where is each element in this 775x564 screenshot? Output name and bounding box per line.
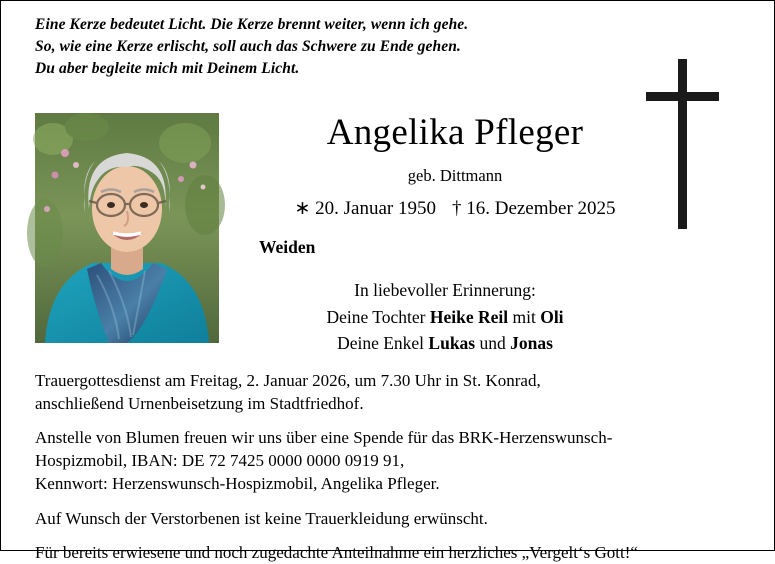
memorial-intro: In liebevoller Erinnerung: bbox=[354, 280, 536, 300]
donation-line-1: Anstelle von Blumen freuen wir uns über eine Spende für das BRK-Herzenswunsch- bbox=[35, 428, 613, 448]
dress-note-paragraph bbox=[35, 507, 745, 530]
memorial-grandchildren-line bbox=[235, 330, 655, 357]
memorial-verse bbox=[35, 14, 595, 80]
place-name: Weiden bbox=[259, 237, 316, 257]
grandchildren-prefix: Deine Enkel bbox=[337, 333, 429, 354]
service-line-2: anschließend Urnenbeisetzung im Stadtfriedhof. bbox=[35, 394, 364, 414]
daughter-name: Heike Reil bbox=[429, 306, 509, 327]
birth-date: ∗ 20. Januar 1950 bbox=[294, 198, 436, 219]
grandchild-name-2: Jonas bbox=[510, 333, 553, 354]
daughter-prefix: Deine Tochter bbox=[326, 306, 430, 327]
daughter-partner-name: Oli bbox=[540, 306, 564, 327]
verse-line-2: So, wie eine Kerze erlischt, soll auch das Schwere zu Ende gehen. bbox=[35, 38, 461, 55]
donation-line-3: Kennwort: Herzenswunsch-Hospizmobil, Angelika Pfleger. bbox=[35, 474, 440, 494]
verse-line-3: Du aber begleite mich mit Deinem Licht. bbox=[35, 60, 300, 77]
service-paragraph bbox=[35, 369, 745, 415]
dress-note: Auf Wunsch der Verstorbenen ist keine Trauerkleidung erwünscht. bbox=[35, 508, 488, 528]
memorial-daughter-line bbox=[235, 304, 655, 331]
life-dates bbox=[235, 197, 675, 220]
cross-horizontal-bar bbox=[646, 92, 719, 101]
donation-paragraph bbox=[35, 426, 745, 495]
death-date: † 16. Dezember 2025 bbox=[451, 198, 616, 219]
cross-vertical-bar bbox=[678, 59, 687, 229]
service-line-1: Trauergottesdienst am Freitag, 2. Januar 2026, um 7.30 Uhr in St. Konrad, bbox=[35, 371, 541, 390]
memorial-block bbox=[235, 277, 655, 357]
thanks-paragraph bbox=[35, 541, 745, 564]
verse-line-1: Eine Kerze bedeutet Licht. Die Kerze brennt weiter, wenn ich gehe. bbox=[35, 16, 469, 33]
donation-line-2: Hospizmobil, IBAN: DE 72 7425 0000 0000 0919 91, bbox=[35, 451, 405, 471]
grandchildren-mid: und bbox=[475, 333, 511, 354]
funeral-details bbox=[35, 369, 745, 564]
thanks-note: Für bereits erwiesene und noch zugedachte Anteilnahme ein herzliches „Vergelt‘s Gott!“ bbox=[35, 542, 638, 562]
maiden-name: geb. Dittmann bbox=[407, 166, 503, 185]
portrait-photo bbox=[35, 113, 219, 343]
deceased-name: Angelika Pfleger bbox=[326, 112, 584, 153]
daughter-mid: mit bbox=[508, 306, 541, 327]
grandchild-name-1: Lukas bbox=[428, 333, 476, 354]
